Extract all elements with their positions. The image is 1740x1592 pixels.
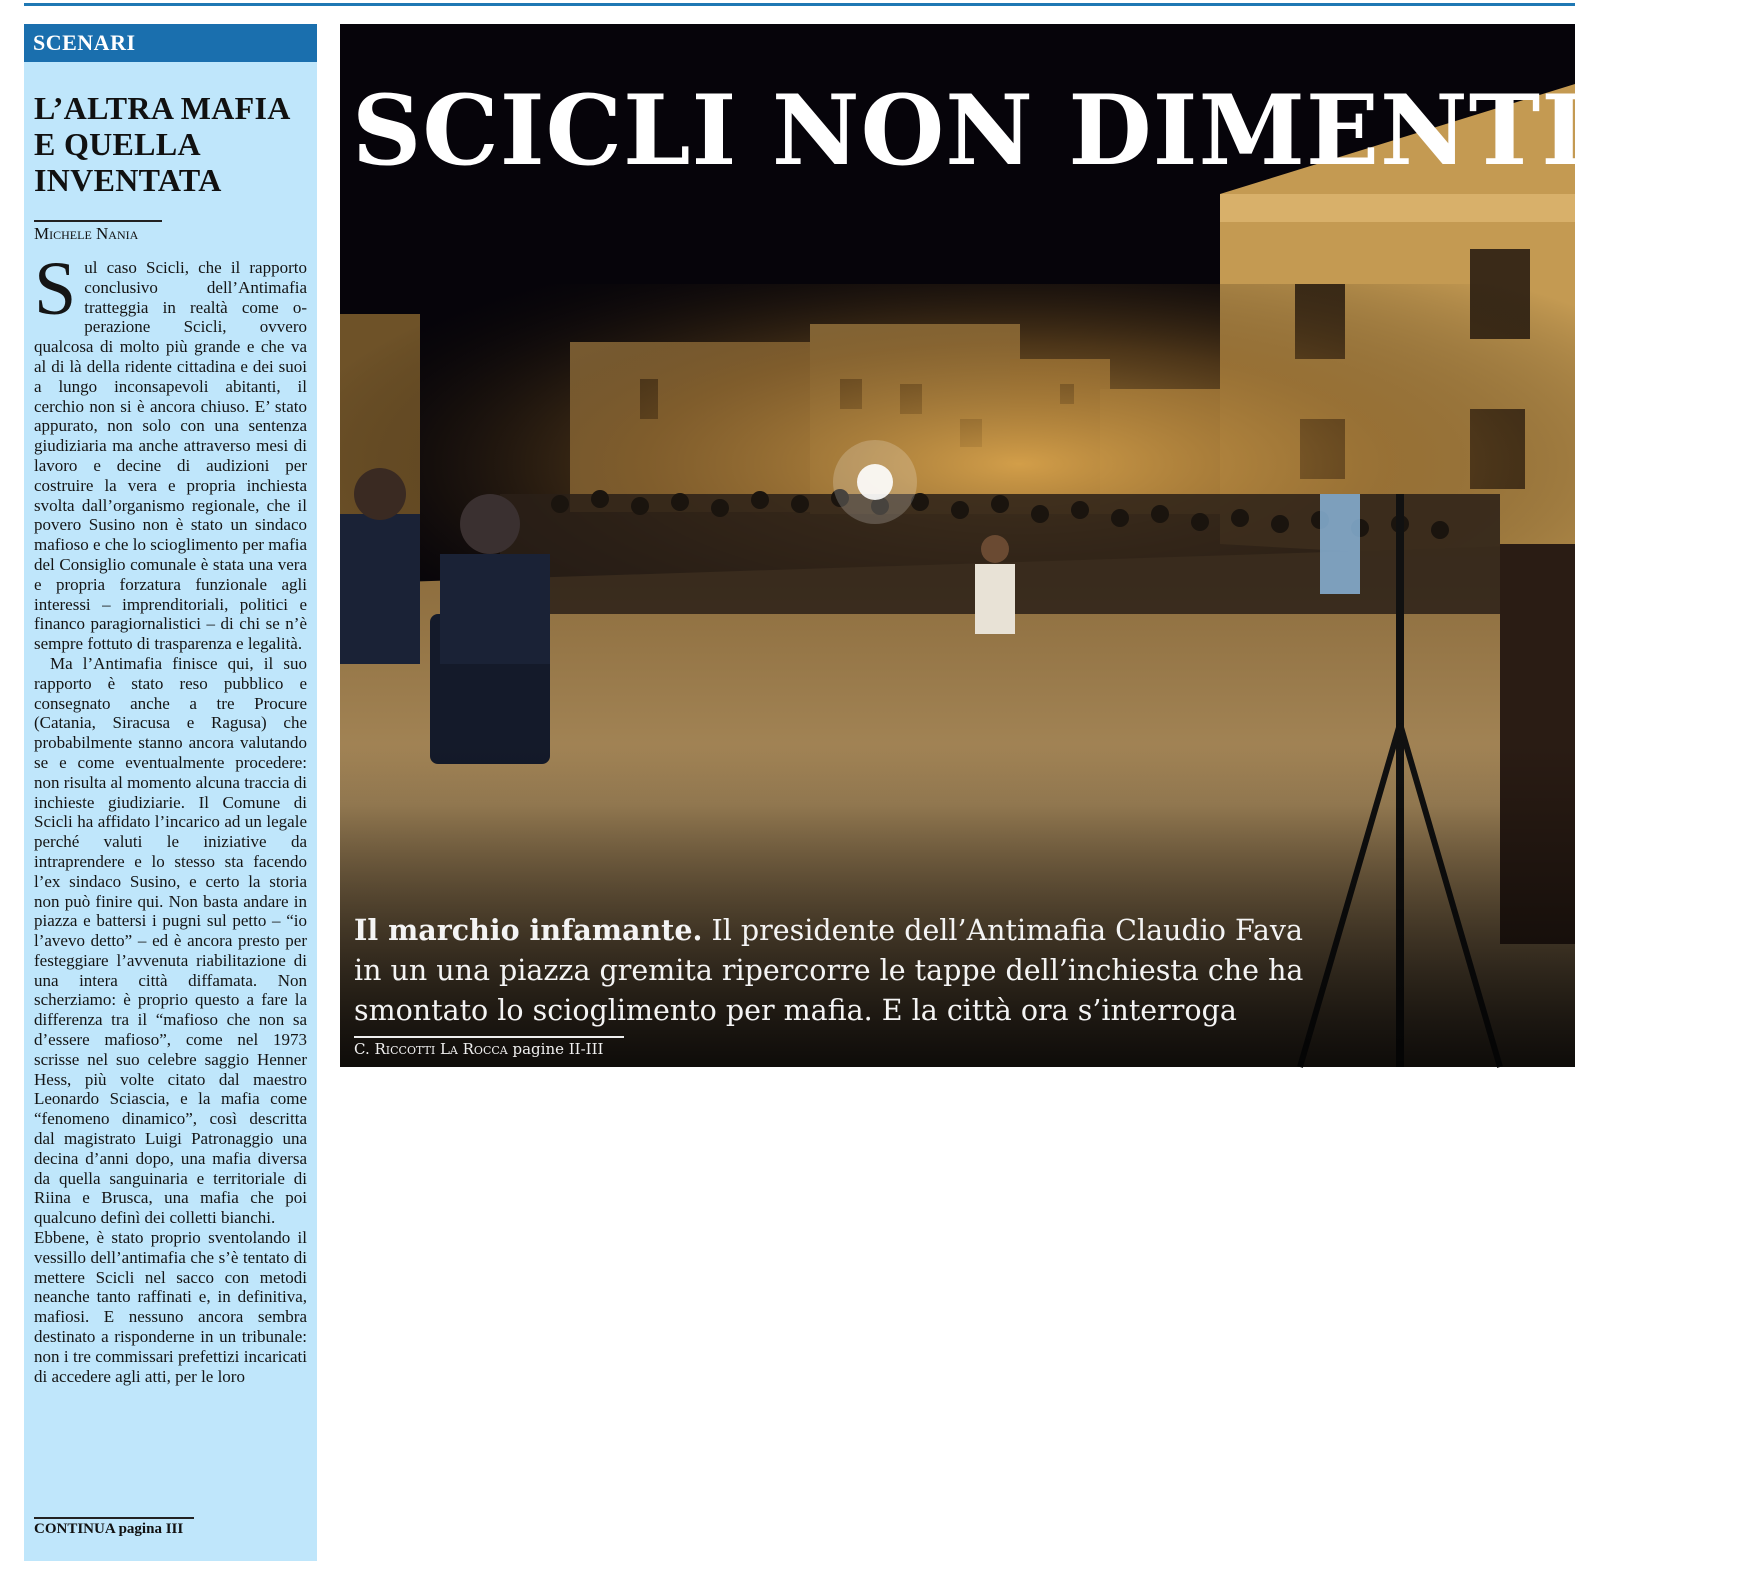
title-line: INVENTATA [34,162,222,198]
continue-rule [34,1517,194,1519]
headline: SCICLI NON DIMENTICA [352,74,1740,187]
title-line: L’ALTRA MAFIA [34,90,291,126]
top-rule [24,3,1575,6]
lead-photo [340,24,1740,1067]
paragraph-text: ul caso Scicli, che il rapporto conclusivo dell’Antimafia tratteggia in realtà come o-perazione Scicli, ovvero qualcosa di molto più grande e che va al di là della ridente cittadina e dei suoi a lungo inconsapevoli abitanti, il cerchio non si è ancora chiuso. E’ stato appurato, non solo con una sentenza giudiziaria ma anche attraverso mesi di lavoro e decine di audizioni per costruire la vera e propria inchiesta svolta dall’organismo regionale, che il povero Susino non è stato un sindaco mafioso e che lo scioglimento per mafia del Consiglio comunale è stata una vera e propria forzatura funzionale agli interessi – imprenditoriali, politici e financo paragiornalistici – di chi se n’è sempre fottuto di trasparenza e legalità. [34,258,307,654]
author-byline: Michele Nania [34,224,139,243]
continue-link[interactable]: CONTINUA pagina III [34,1521,184,1537]
paragraph [34,247,307,654]
article-body [34,247,307,1386]
title-line: E QUELLA [34,126,201,162]
caption-text: Il presidente dell’Antimafia Claudio Fava in un una piazza gremita ripercorre le tappe dell’inchiesta che ha smontato lo scioglimento per mafia. E la città ora s’interroga [354,914,1304,1027]
sidebar-article [24,24,317,1561]
article-title [34,90,307,198]
byline-rule [34,220,162,222]
credit-rule [354,1036,624,1038]
credit-pages: pagine II-III [507,1040,604,1058]
drop-cap: S [34,247,77,331]
photo-caption [354,910,1334,1031]
section-tag: SCENARI [24,24,317,62]
photo-credit [354,1040,603,1058]
paragraph: Ebbene, è stato proprio sventolando il vessillo dell’antimafia che s’è tentato di mettere Scicli nel sacco con metodi neanche tanto raffinati e, in definitiva, mafiosi. E nessuno ancora sembra destinato a risponderne in un tribunale: non i tre commissari prefettizi incaricati di accedere agli atti, per le loro [34,1228,307,1386]
paragraph: Ma l’Antimafia finisce qui, il suo rapporto è stato reso pubblico e consegnato anche a tre Procure (Catania, Siracusa e Ragusa) che probabilmente stanno ancora valutando se e come eventualmente procedere: non risulta al momento alcuna traccia di inchieste giudiziarie. Il Comune di Scicli ha affidato l’incarico ad un legale perché valuti le iniziative da intraprendere e lo stesso sta facendo l’ex sindaco Susino, e certo la storia non può finire qui. Non basta andare in piazza e battersi i pugni sul petto – “io l’avevo detto” – ed è ancora presto per festeggiare l’avvenuta riabilitazione di una intera città diffamata. Non scherziamo: è proprio questo a fare la differenza tra il “mafioso che non sa d’essere mafioso”, come nel 1973 scrisse nel suo celebre saggio Henner Hess, più volte citato dal maestro Leonardo Sciascia, e la mafia come “fenomeno dinamico”, così descritta dal magistrato Luigi Patronaggio una decina d’anni dopo, una mafia diversa da quella sanguinaria e territoriale di Riina e Brusca, una mafia che poi qualcuno definì dei colletti bianchi. [34,653,307,1228]
credit-author: C. Riccotti La Rocca [354,1040,508,1058]
caption-lead: Il marchio infamante. [354,913,703,947]
